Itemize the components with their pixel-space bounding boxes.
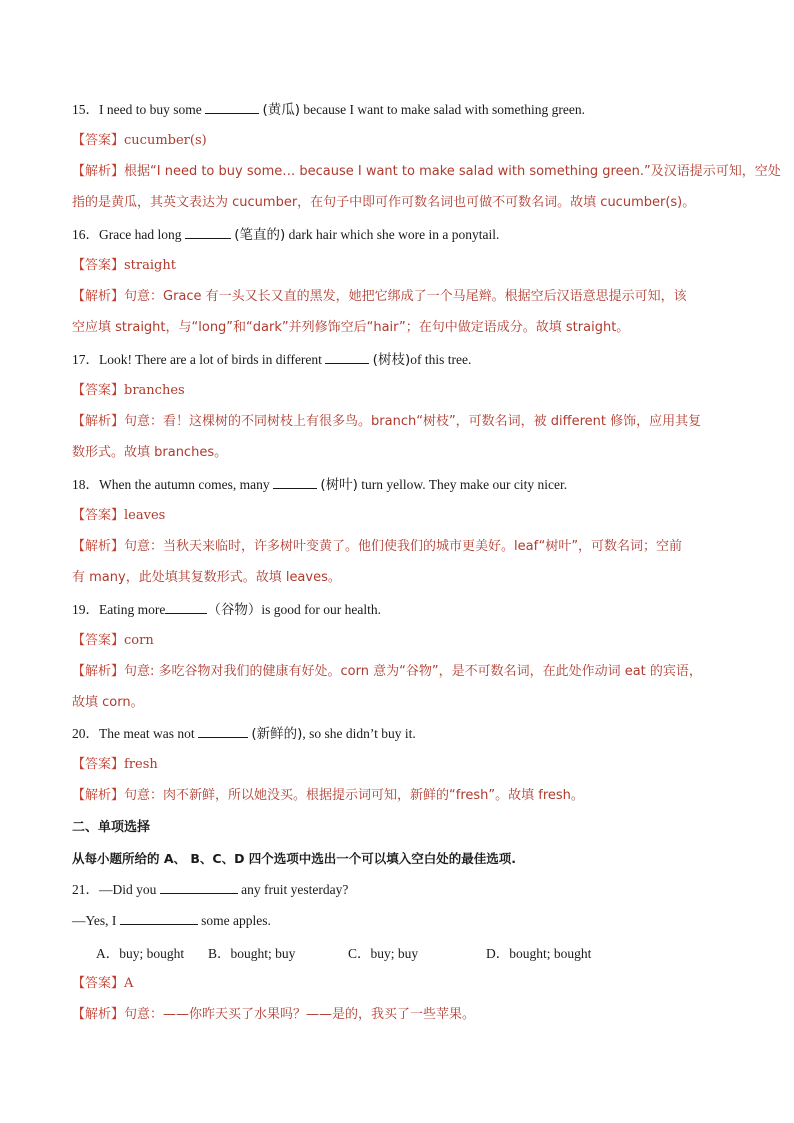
analysis-text: 句意：看！这棵树的不同树枝上有很多鸟。branch“树枝”，可数名词，被 different 修饰，应用其复 (124, 414, 702, 429)
answer-text: leaves (124, 508, 166, 523)
question-number: 20． (72, 726, 99, 741)
question-text-after: is good for our health. (261, 602, 381, 617)
answer-blank (198, 725, 248, 738)
question-text-before: —Did you (99, 882, 160, 897)
analysis-text: 句意：肉不新鲜，所以她没买。根据提示词可知，新鲜的“fresh”。故填 fresh。 (124, 788, 584, 803)
analysis-20-line-1 (72, 786, 728, 806)
analysis-tag: 【解析】 (72, 664, 125, 679)
answer-tag: 【答案】 (72, 757, 125, 772)
analysis-15-line-1 (72, 162, 781, 182)
analysis-text: 句意: 多吃谷物对我们的健康有好处。corn 意为“谷物”，是不可数名词，在此处作动词 eat 的宾语， (124, 664, 702, 679)
answer-blank (205, 101, 259, 114)
analysis-19-line-1 (72, 662, 728, 682)
answer-blank (185, 226, 231, 239)
question-text-after: , so she didn’t buy it. (302, 726, 416, 741)
question-text-before: Eating more (99, 602, 166, 617)
answer-text: A (124, 976, 134, 991)
question-21-line-1 (72, 880, 728, 900)
question-text-after: dark hair which she wore in a ponytail. (285, 227, 500, 242)
question-number: 18． (72, 477, 99, 492)
question-text-before: —Yes, I (72, 913, 120, 928)
answer-text: fresh (124, 757, 158, 772)
analysis-15-line-2: 指的是黄瓜，其英文表达为 cucumber，在句子中即可作可数名词也可做不可数名词。故填 cucumber(s)。 (72, 195, 696, 210)
answer-20 (72, 755, 728, 775)
chinese-hint: (新鲜的) (251, 726, 303, 742)
answer-blank (273, 476, 317, 489)
question-text-after: of this tree. (410, 352, 472, 367)
analysis-text: 句意：——你昨天买了水果吗？——是的，我买了一些苹果。 (124, 1007, 476, 1022)
analysis-16-line-1 (72, 287, 728, 307)
answer-15 (72, 131, 728, 151)
question-number: 21． (72, 882, 99, 897)
question-text-before: When the autumn comes, many (99, 477, 273, 492)
question-20 (72, 724, 728, 744)
answer-17 (72, 381, 728, 401)
analysis-18-line-1 (72, 537, 728, 557)
question-text-after: because I want to make salad with something green. (300, 102, 585, 117)
analysis-21-line-1 (72, 1005, 728, 1025)
chinese-hint: （谷物） (207, 602, 262, 618)
question-17 (72, 350, 728, 370)
question-16 (72, 225, 728, 245)
answer-tag: 【答案】 (72, 633, 125, 648)
analysis-tag: 【解析】 (72, 414, 125, 429)
question-text-before: Grace had long (99, 227, 185, 242)
answer-19 (72, 631, 728, 651)
option-b: B．bought; buy (208, 946, 296, 961)
question-text-after: turn yellow. They make our city nicer. (357, 477, 568, 492)
question-text-before: I need to buy some (99, 102, 206, 117)
answer-blank (325, 351, 369, 364)
analysis-17-line-1 (72, 412, 728, 432)
analysis-text: 根据“I need to buy some… because I want to make salad with something green.”及汉语提示可知，空处 (124, 164, 781, 179)
section-title: 二、单项选择 (72, 820, 151, 835)
answer-blank (165, 601, 207, 614)
answer-tag: 【答案】 (72, 133, 125, 148)
analysis-tag: 【解析】 (72, 788, 125, 803)
analysis-tag: 【解析】 (72, 539, 125, 554)
chinese-hint: (笔直的) (234, 227, 286, 243)
analysis-tag: 【解析】 (72, 289, 125, 304)
chinese-hint: (树叶) (320, 477, 358, 493)
analysis-17-line-2: 数形式。故填 branches。 (72, 445, 228, 460)
answer-tag: 【答案】 (72, 383, 125, 398)
question-number: 19． (72, 602, 99, 617)
answer-tag: 【答案】 (72, 976, 125, 991)
question-number: 17． (72, 352, 99, 367)
question-19 (72, 600, 728, 620)
question-15 (72, 100, 728, 120)
answer-tag: 【答案】 (72, 258, 125, 273)
answer-18 (72, 506, 728, 526)
answer-blank (120, 912, 198, 925)
section-instruction: 从每小题所给的 A、 B、C、D 四个选项中选出一个可以填入空白处的最佳选项. (72, 851, 517, 866)
question-21-line-2 (72, 911, 728, 931)
question-number: 16． (72, 227, 99, 242)
question-text-after: some apples. (197, 913, 271, 928)
question-text-before: Look! There are a lot of birds in different (99, 352, 326, 367)
answer-21 (72, 974, 728, 994)
question-18 (72, 475, 728, 495)
analysis-19-line-2: 故填 corn。 (72, 695, 144, 710)
analysis-16-line-2: 空应填 straight，与“long”和“dark”并列修饰空后“hair”；在句中做定语成分。故填 straight。 (72, 320, 630, 335)
option-d: D．bought; bought (486, 946, 592, 961)
analysis-18-line-2: 有 many，此处填其复数形式。故填 leaves。 (72, 570, 341, 585)
question-number: 15． (72, 102, 99, 117)
answer-text: cucumber(s) (124, 133, 207, 148)
analysis-tag: 【解析】 (72, 1007, 125, 1022)
chinese-hint: (黄瓜) (262, 102, 301, 118)
answer-text: straight (124, 258, 176, 273)
answer-tag: 【答案】 (72, 508, 125, 523)
chinese-hint: (树枝) (372, 352, 411, 368)
answer-blank (160, 881, 238, 894)
answer-16 (72, 256, 728, 276)
analysis-text: 句意：Grace 有一头又长又直的黑发，她把它绑成了一个马尾辫。根据空后汉语意思提示可知，该 (124, 289, 687, 304)
analysis-text: 句意：当秋天来临时，许多树叶变黄了。他们使我们的城市更美好。leaf“树叶”，可数名词；空前 (124, 539, 683, 554)
analysis-tag: 【解析】 (72, 164, 125, 179)
question-text-after: any fruit yesterday? (237, 882, 349, 897)
option-c: C．buy; buy (348, 946, 419, 961)
option-a: A．buy; bought (96, 946, 185, 961)
answer-text: branches (124, 383, 185, 398)
question-text-before: The meat was not (99, 726, 198, 741)
answer-text: corn (124, 633, 154, 648)
